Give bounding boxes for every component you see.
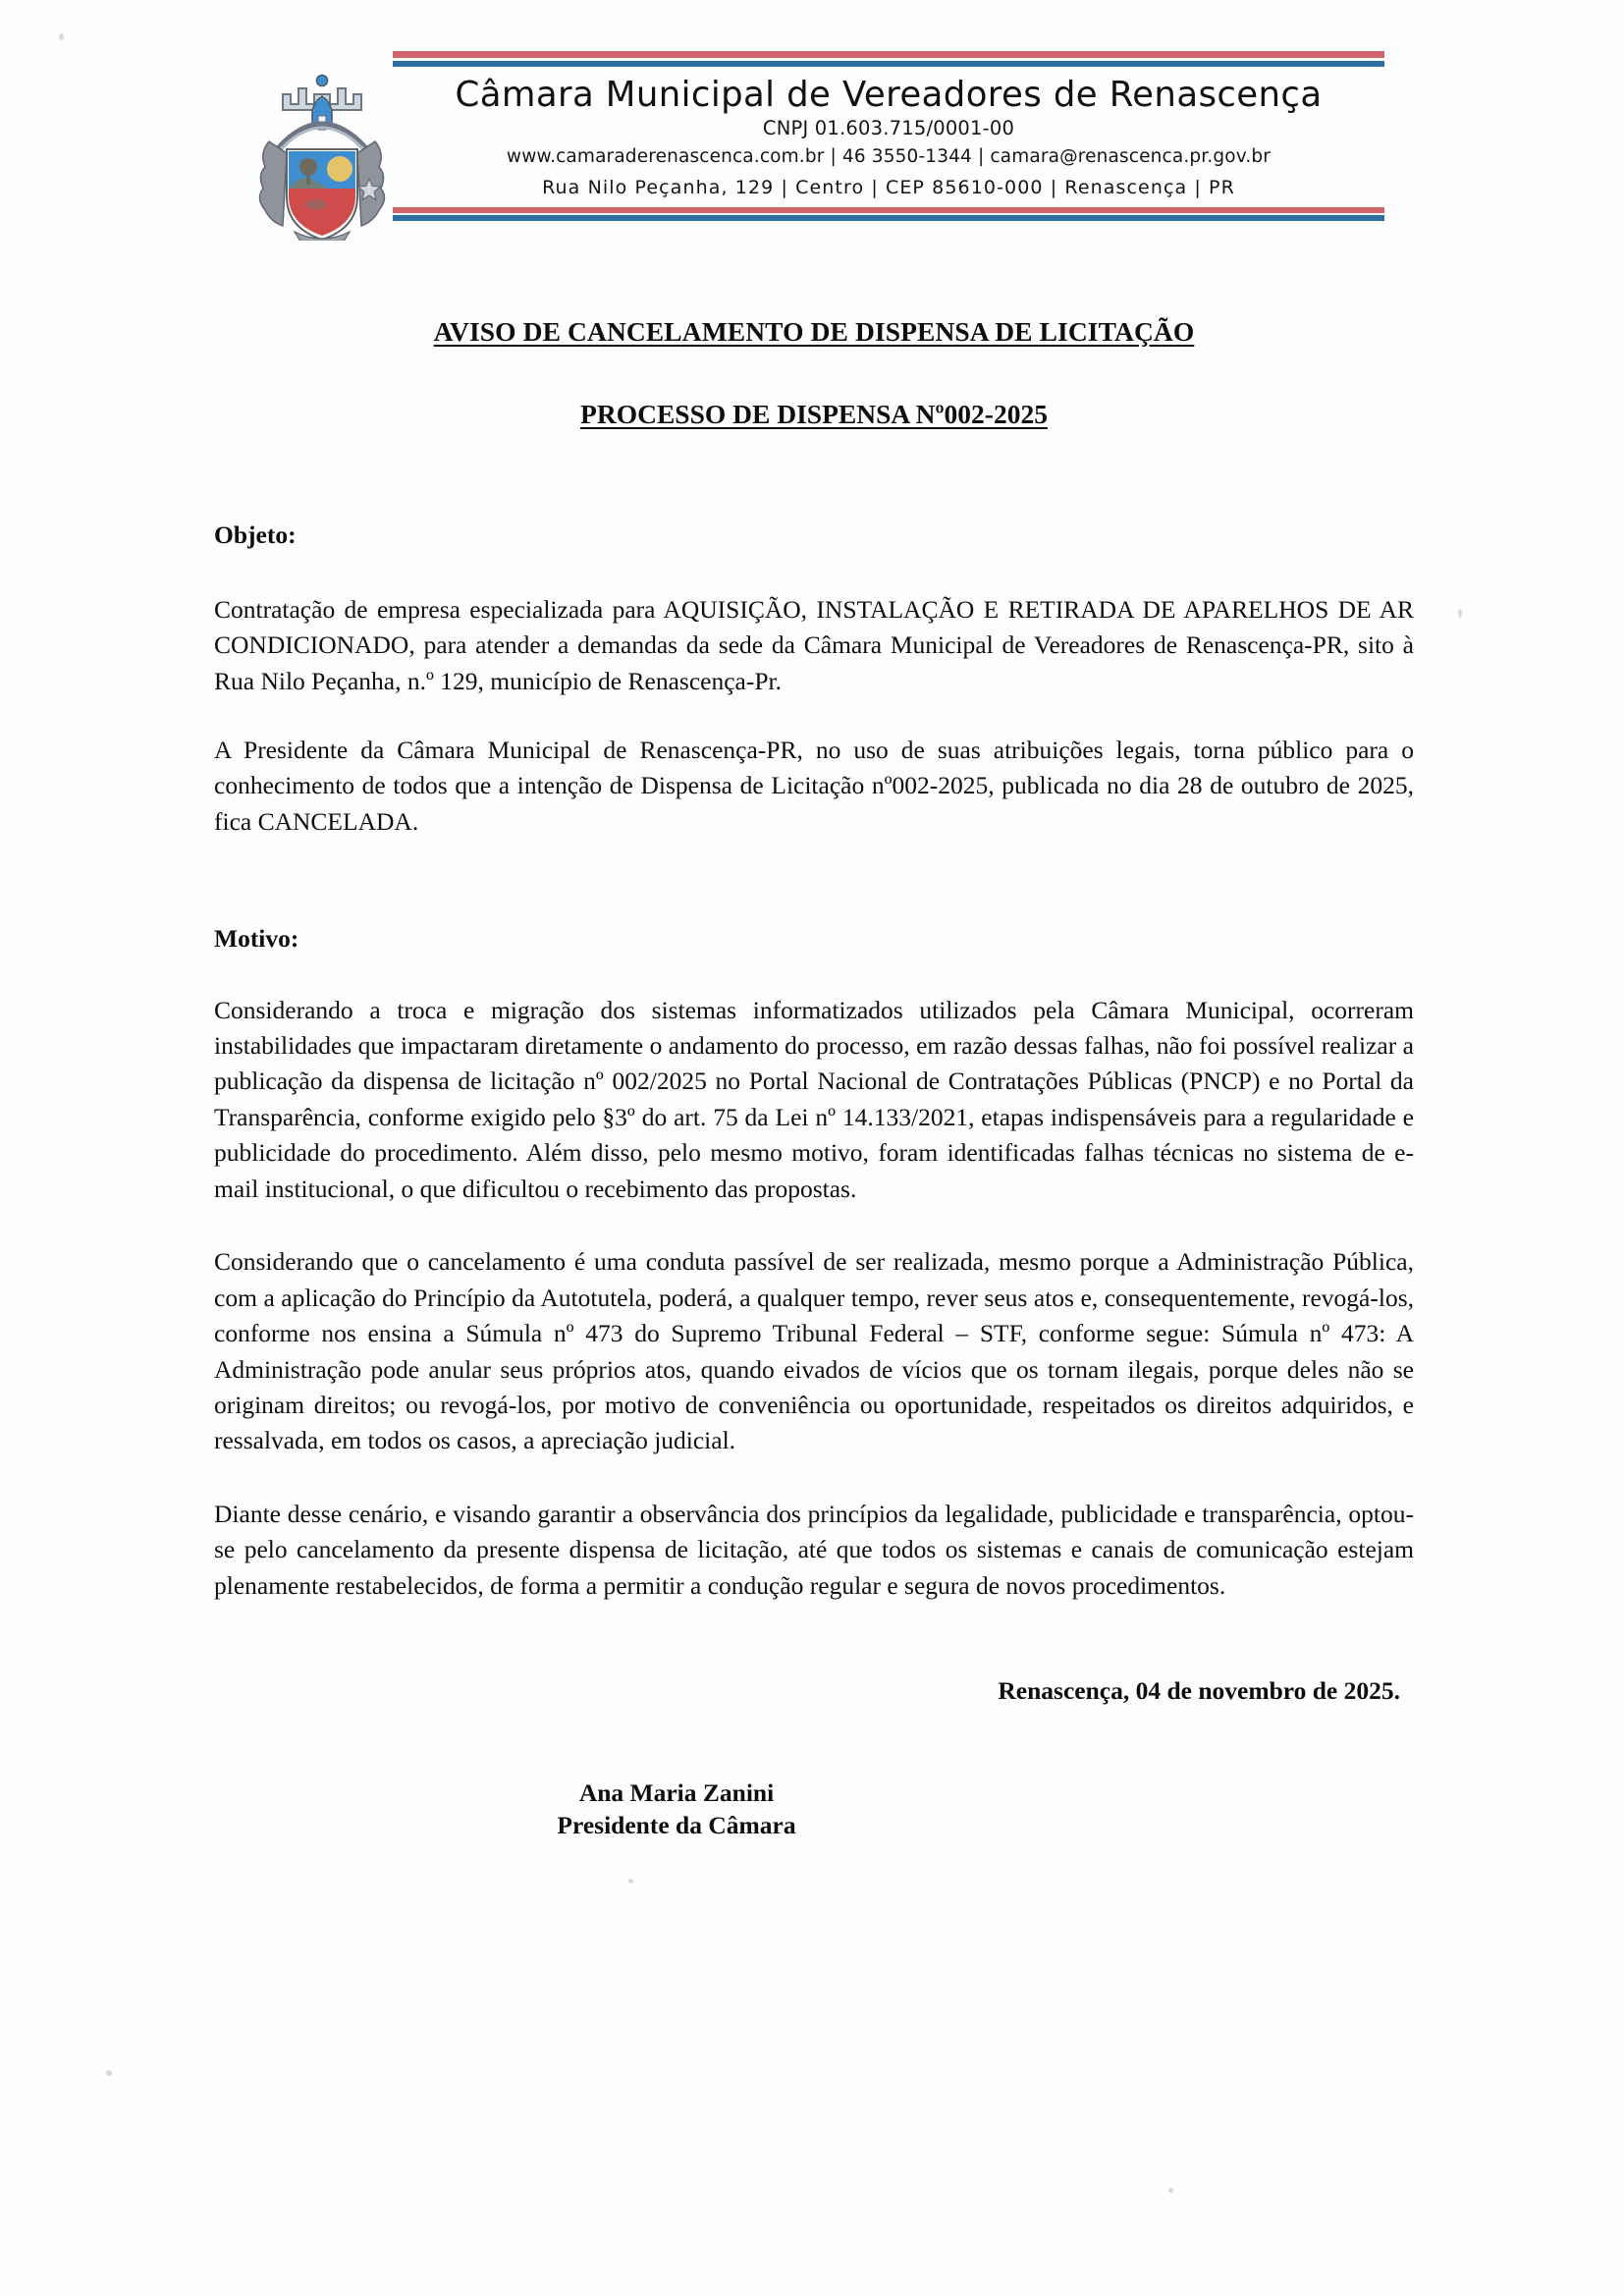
header-rule-blue-bottom (393, 215, 1384, 221)
objeto-paragraph-2: A Presidente da Câmara Municipal de Renascença-PR, no uso de suas atribuições legais, torna público para o conhecimento de todos que a intenção de Dispensa de Licitação nº002-2025, publicada no dia 28 de outubro de 2025, fica CANCELADA. (214, 736, 1414, 836)
motivo-paragraph-3: Diante desse cenário, e visando garantir a observância dos princípios da legalidade, publicidade e transparência, optou-se pelo cancelamento da presente dispensa de licitação, até que todos os sistemas e canais de comunicação estejam plenamente restabelecidos, de forma a permitir a condução regular e segura de novos procedimentos. (214, 1499, 1414, 1600)
organization-cnpj: CNPJ 01.603.715/0001-00 (762, 117, 1015, 140)
organization-address: Rua Nilo Peçanha, 129 | Centro | CEP 85610-000 | Renascença | PR (542, 176, 1235, 198)
objeto-paragraph-1: Contratação de empresa especializada para AQUISIÇÃO, INSTALAÇÃO E RETIRADA DE APARELHOS DE AR CONDICIONADO, para atender a demandas da sede da Câmara Municipal de Vereadores de Renascença-PR, sito à Rua Nilo Peçanha, n.º 129, município de Renascença-Pr. (214, 594, 1414, 695)
letterhead (0, 51, 1624, 238)
section-motivo (214, 922, 1414, 1604)
page-title-text: AVISO DE CANCELAMENTO DE DISPENSA DE LICITAÇÃO (433, 316, 1195, 347)
document-body (214, 314, 1414, 1842)
organization-name: Câmara Municipal de Vereadores de Renascença (455, 75, 1323, 115)
signatory-role: Presidente da Câmara (557, 1811, 796, 1840)
letterhead-text (393, 51, 1384, 221)
objeto-label: Objeto: (214, 519, 297, 549)
scan-artifact (628, 1879, 633, 1884)
header-rule-red-top (393, 51, 1384, 58)
motivo-label: Motivo: (214, 924, 299, 954)
header-rule-blue-top (393, 61, 1384, 67)
scan-artifact (59, 33, 64, 40)
motivo-paragraph-2: Considerando que o cancelamento é uma conduta passível de ser realizada, mesmo porque a Administração Pública, com a aplicação do Princípio da Autotutela, poderá, a qualquer tempo, rever seus atos e, consequentemente, revogá-los, conforme nos ensina a Súmula nº 473 do Supremo Tribunal Federal – STF, conforme segue: Súmula nº 473: A Administração pode anular seus próprios atos, quando eivados de vícios que os tornam ilegais, porque deles não se originam direitos; ou revogá-los, por motivo de conveniência ou oportunidade, respeitados os direitos adquiridos, e ressalvada, em todos os casos, a apreciação judicial. (214, 1247, 1414, 1455)
page-subtitle (214, 397, 1414, 432)
section-objeto (214, 519, 1414, 841)
motivo-paragraph-1: Considerando a troca e migração dos sistemas informatizados utilizados pela Câmara Municipal, ocorreram instabilidades que impactaram diretamente o andamento do processo, em razão dessas falhas, não foi possível realizar a publicação da dispensa de licitação nº 002/2025 no Portal Nacional de Contratações Públicas (PNCP) e no Portal da Transparência, conforme exigido pelo §3º do art. 75 da Lei nº 14.133/2021, etapas indispensáveis para a regularidade e publicidade do procedimento. Além disso, pelo mesmo motivo, foram identificadas falhas técnicas no sistema de e-mail institucional, o que dificultou o recebimento das propostas. (214, 995, 1414, 1203)
page-subtitle-text: PROCESSO DE DISPENSA Nº002-2025 (580, 398, 1048, 429)
header-rule-red-bottom (393, 207, 1384, 213)
organization-contact: www.camaraderenascenca.com.br | 46 3550-1344 | camara@renascenca.pr.gov.br (506, 145, 1272, 167)
closing-date: Renascença, 04 de novembro de 2025. (998, 1676, 1400, 1706)
page-title (214, 314, 1414, 350)
signatory-name: Ana Maria Zanini (578, 1778, 775, 1808)
scan-artifact (1458, 609, 1462, 618)
scan-artifact (1168, 2188, 1173, 2193)
signature-block (214, 1777, 1414, 1841)
scan-artifact (106, 2070, 112, 2076)
coat-of-arms-icon (244, 59, 401, 241)
